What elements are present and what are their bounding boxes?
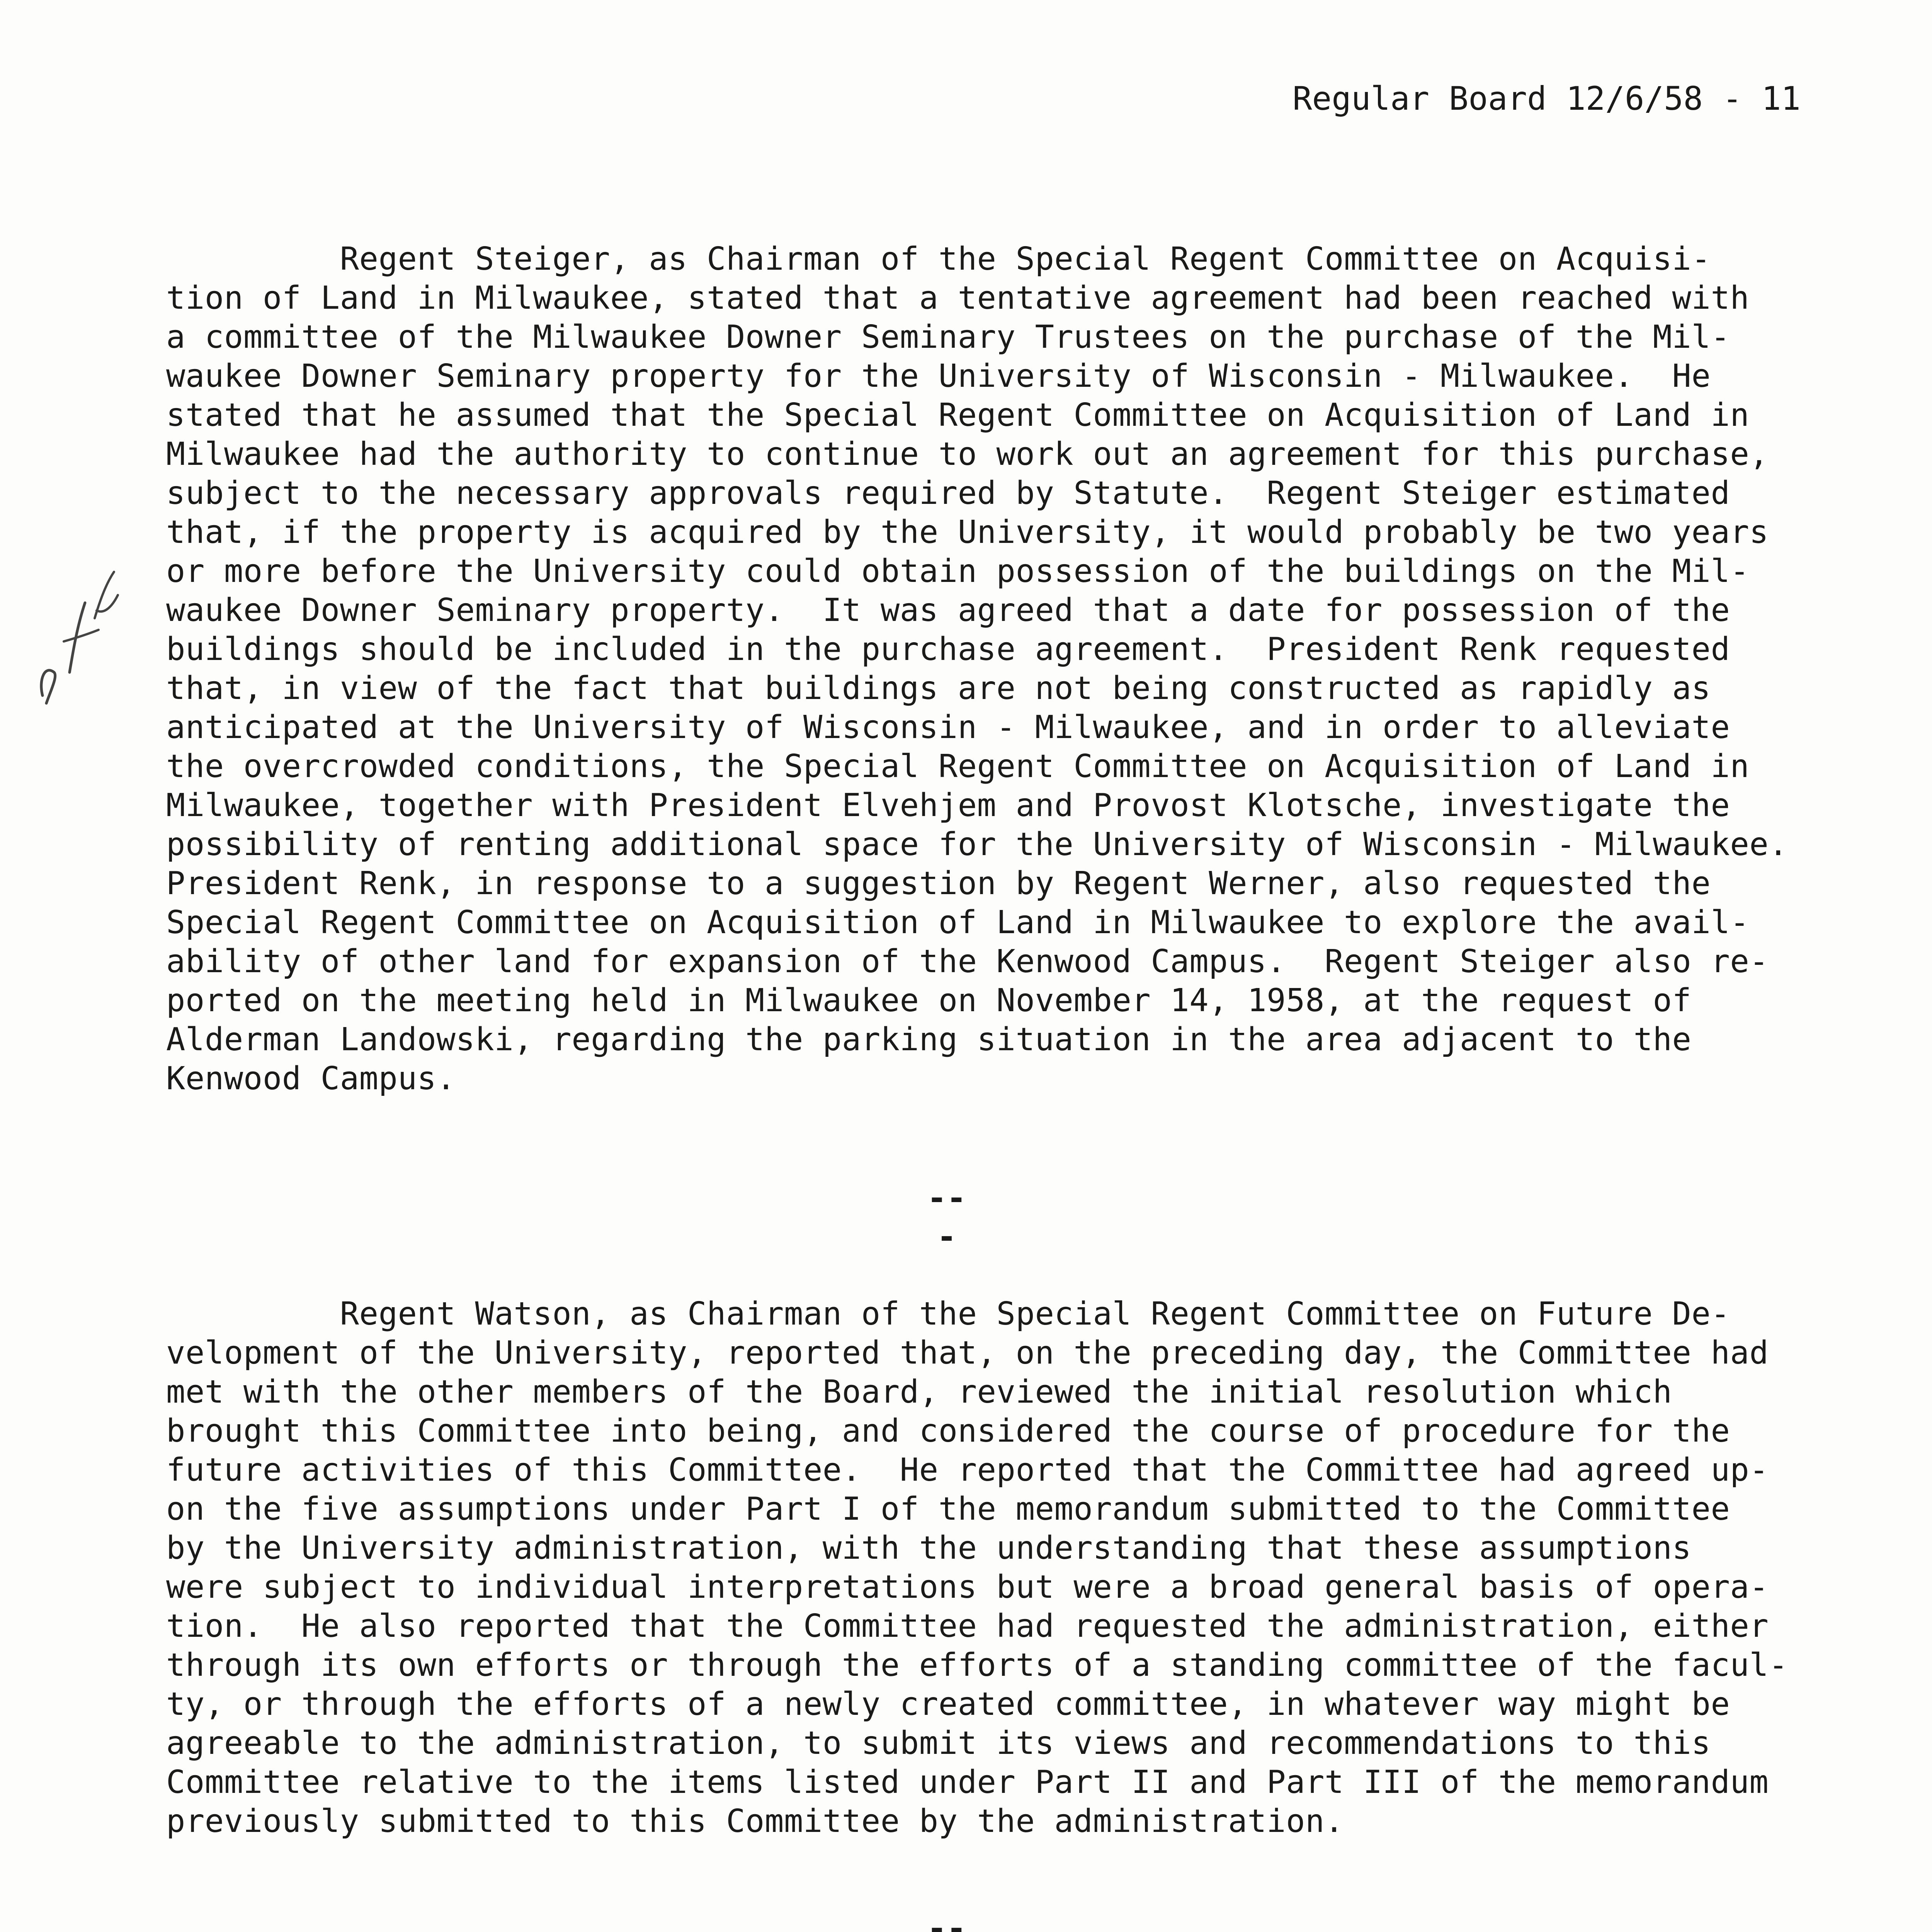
paragraph-line: Alderman Landowski, regarding the parking situation in the area adjacent to the: [166, 1021, 1692, 1058]
section-separator: ---: [927, 1179, 966, 1255]
paragraph-line: by the University administration, with the understanding that these assumptions: [166, 1530, 1692, 1566]
paragraph-line: Special Regent Committee on Acquisition of Land in Milwaukee to explore the avail-: [166, 904, 1750, 941]
running-head: Regular Board 12/6/58 - 11: [1293, 80, 1801, 117]
paragraph-line: Regent Steiger, as Chairman of the Special Regent Committee on Acquisi-: [166, 241, 1711, 277]
paragraph-line: tion of Land in Milwaukee, stated that a tentative agreement had been reached with: [166, 280, 1750, 316]
paragraph-line: on the five assumptions under Part I of the memorandum submitted to the Committee: [166, 1491, 1730, 1527]
paragraph-line: that, if the property is acquired by the University, it would probably be two years: [166, 514, 1769, 551]
paragraph-line: waukee Downer Seminary property for the University of Wisconsin - Milwaukee. He: [166, 358, 1711, 395]
paragraph-line: agreeable to the administration, to submit its views and recommendations to this: [166, 1725, 1711, 1762]
paragraph-line: anticipated at the University of Wisconsin - Milwaukee, and in order to alleviate: [166, 709, 1730, 746]
paragraph-line: velopment of the University, reported that, on the preceding day, the Committee had: [166, 1335, 1769, 1371]
paragraph-steiger-report: [166, 240, 1788, 1098]
paragraph-line: possibility of renting additional space for the University of Wisconsin - Milwaukee.: [166, 826, 1788, 863]
paragraph-line: tion. He also reported that the Committee had requested the administration, either: [166, 1608, 1769, 1645]
paragraph-line: stated that he assumed that the Special Regent Committee on Acquisition of Land in: [166, 397, 1750, 434]
paragraph-line: waukee Downer Seminary property. It was agreed that a date for possession of the: [166, 592, 1730, 629]
paragraph-line: a committee of the Milwaukee Downer Seminary Trustees on the purchase of the Mil-: [166, 319, 1730, 355]
paragraph-line: Committee relative to the items listed under Part II and Part III of the memorandum: [166, 1764, 1769, 1801]
paragraph-line: future activities of this Committee. He reported that the Committee had agreed up-: [166, 1452, 1769, 1488]
paragraph-watson-report: [166, 1294, 1788, 1841]
handwritten-margin-initials: [27, 556, 128, 719]
paragraph-line: previously submitted to this Committee by the administration.: [166, 1803, 1344, 1840]
paragraph-line: buildings should be included in the purchase agreement. President Renk requested: [166, 631, 1730, 668]
paragraph-line: through its own efforts or through the efforts of a standing committee of the facul-: [166, 1647, 1788, 1684]
paragraph-line: were subject to individual interpretations but were a broad general basis of opera-: [166, 1569, 1769, 1605]
paragraph-line: ty, or through the efforts of a newly created committee, in whatever way might be: [166, 1686, 1730, 1723]
paragraph-line: the overcrowded conditions, the Special Regent Committee on Acquisition of Land in: [166, 748, 1750, 785]
paragraph-line: that, in view of the fact that buildings are not being constructed as rapidly as: [166, 670, 1711, 707]
paragraph-line: ability of other land for expansion of the Kenwood Campus. Regent Steiger also re-: [166, 943, 1769, 980]
paragraph-line: Milwaukee, together with President Elvehjem and Provost Klotsche, investigate the: [166, 787, 1730, 824]
paragraph-line: Regent Watson, as Chairman of the Special Regent Committee on Future De-: [166, 1296, 1730, 1332]
section-separator: --: [927, 1909, 966, 1932]
paragraph-line: ported on the meeting held in Milwaukee on November 14, 1958, at the request of: [166, 982, 1692, 1019]
paragraph-line: Milwaukee had the authority to continue to work out an agreement for this purchase,: [166, 436, 1769, 473]
paragraph-line: met with the other members of the Board, reviewed the initial resolution which: [166, 1374, 1672, 1410]
paragraph-line: Kenwood Campus.: [166, 1060, 456, 1097]
paragraph-line: President Renk, in response to a suggestion by Regent Werner, also requested the: [166, 865, 1711, 902]
paragraph-line: brought this Committee into being, and considered the course of procedure for the: [166, 1413, 1730, 1449]
paragraph-line: subject to the necessary approvals required by Statute. Regent Steiger estimated: [166, 475, 1730, 512]
paragraph-line: or more before the University could obtain possession of the buildings on the Mil-: [166, 553, 1750, 590]
